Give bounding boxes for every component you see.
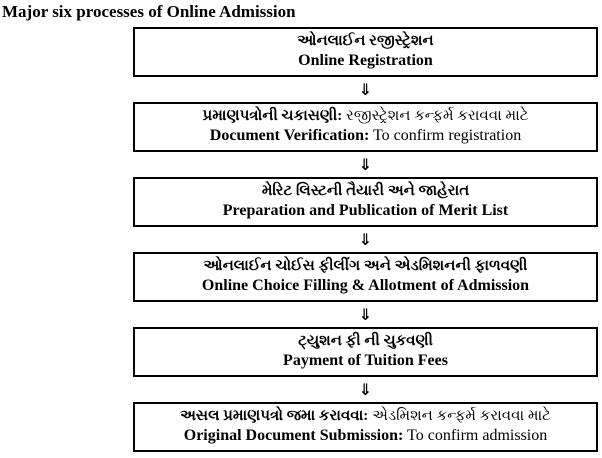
gujarati-line (204, 257, 528, 277)
flow-step-original-document-submission (133, 402, 598, 452)
flow-step-tuition-fees (133, 327, 598, 377)
english-line (283, 351, 448, 372)
english-heading: Online Registration (298, 52, 433, 70)
arrow-row (133, 302, 598, 327)
down-arrow-icon: ⇓ (358, 154, 373, 174)
english-line (223, 201, 508, 222)
english-line (202, 276, 529, 297)
flow-step-choice-filling (133, 252, 598, 302)
arrow-row (133, 152, 598, 177)
gujarati-heading: ઓનલાઈન રજીસ્ટ્રેશન (297, 32, 434, 49)
english-line (184, 426, 548, 447)
gujarati-line (297, 32, 433, 52)
gujarati-line (202, 107, 528, 127)
arrow-row (133, 77, 598, 102)
gujarati-heading: ટ્યુશન ફી ની ચુકવણી (298, 332, 433, 349)
gujarati-heading: ઓનલાઈન ચોઈસ ફીલીંગ અને એડમિશનની ફાળવણી (203, 257, 528, 274)
down-arrow-icon: ⇓ (358, 229, 373, 249)
gujarati-heading: અસલ પ્રમાણપત્રો જમા કરાવવા: (180, 407, 369, 424)
arrow-row (133, 377, 598, 402)
english-line (210, 126, 521, 147)
english-heading: Online Choice Filling & Allotment of Admission (201, 277, 530, 295)
down-arrow-icon: ⇓ (358, 79, 373, 99)
english-heading: Preparation and Publication of Merit List (222, 202, 509, 220)
gujarati-heading: પ્રમાણપત્રોની ચકાસણી: (202, 107, 343, 124)
flow-step-document-verification (133, 102, 598, 152)
english-line (298, 51, 433, 72)
gujarati-heading: મેરિટ લિસ્ટની તૈયારી અને જાહેરાત (261, 182, 470, 199)
english-detail: To confirm admission (403, 427, 548, 445)
gujarati-line (180, 407, 551, 427)
gujarati-detail: એડમિશન કન્ફર્મ કરાવવા માટે (368, 407, 551, 424)
gujarati-detail: રજીસ્ટ્રેશન કન્ફર્મ કરાવવા માટે (342, 107, 529, 124)
gujarati-line (262, 182, 469, 202)
flowchart (133, 27, 598, 452)
english-heading: Original Document Submission: (183, 427, 404, 445)
page-title: Major six processes of Online Admission (2, 2, 296, 21)
flow-step-online-registration (133, 27, 598, 77)
down-arrow-icon: ⇓ (358, 304, 373, 324)
english-heading: Payment of Tuition Fees (283, 352, 448, 370)
down-arrow-icon: ⇓ (358, 379, 373, 399)
arrow-row (133, 227, 598, 252)
gujarati-line (298, 332, 433, 352)
english-heading: Document Verification: (209, 127, 370, 145)
flow-step-merit-list (133, 177, 598, 227)
english-detail: To confirm registration (369, 127, 522, 145)
